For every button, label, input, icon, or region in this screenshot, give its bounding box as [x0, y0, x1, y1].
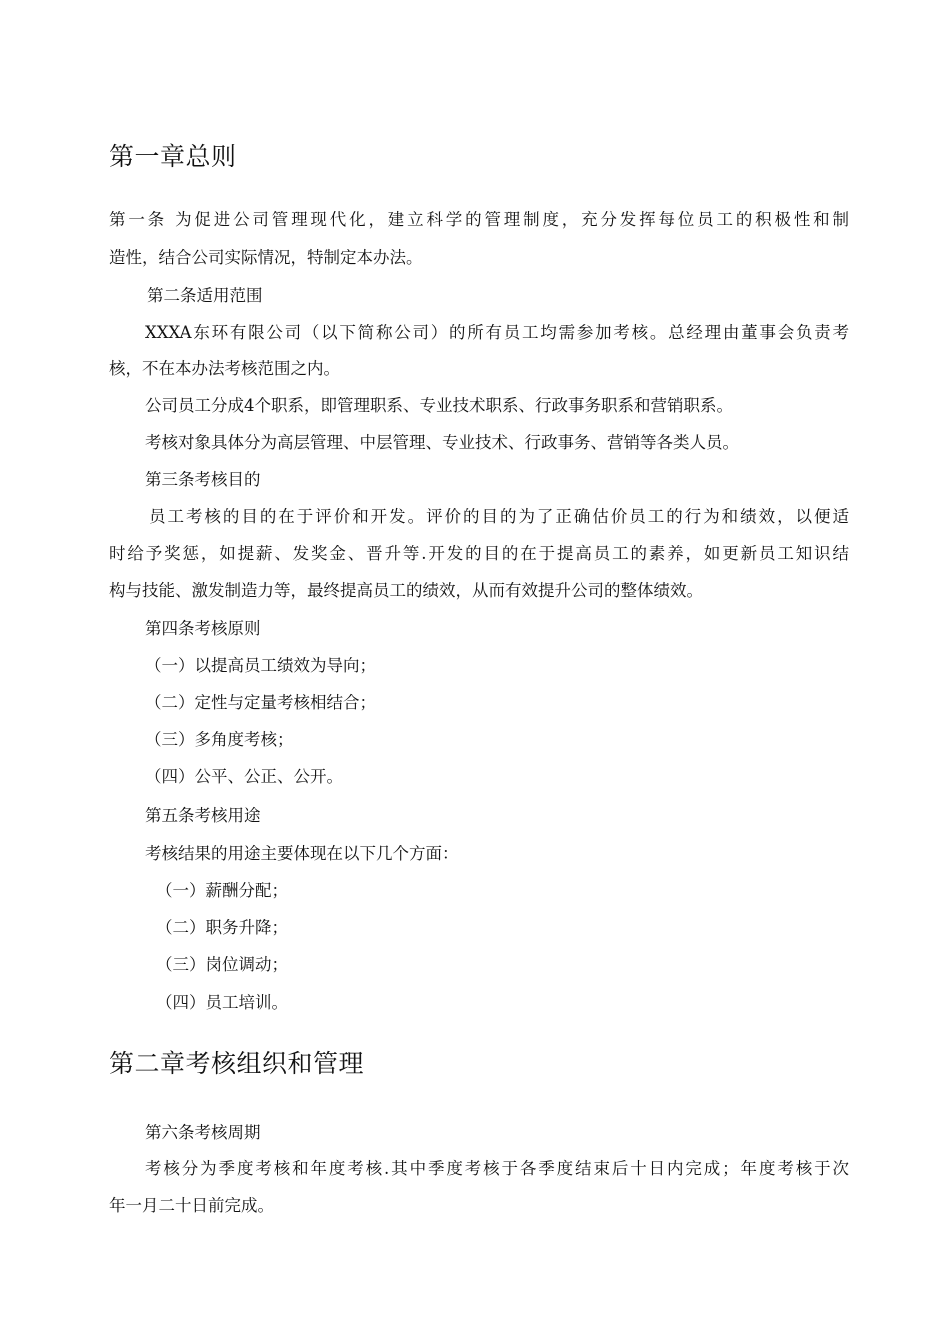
- article-3-line-2: 时给予奖惩，如提薪、发奖金、晋升等.开发的目的在于提高员工的素养，如更新员工知识结: [109, 544, 849, 563]
- article-3-title: 第三条考核目的: [145, 470, 261, 489]
- article-4-item: （四）公平、公正、公开。: [145, 767, 343, 786]
- chapter-2-title: 第二章考核组织和管理: [109, 1049, 365, 1078]
- article-5-intro: 考核结果的用途主要体现在以下几个方面：: [145, 844, 459, 863]
- article-5-item: （一）薪酬分配；: [156, 881, 288, 900]
- article-2-para-3: 考核对象具体分为高层管理、中层管理、专业技术、行政事务、营销等各类人员。: [145, 433, 739, 452]
- article-1-line-2: 造性，结合公司实际情况，特制定本办法。: [109, 248, 423, 267]
- article-2-para-2: 公司员工分成4个职系，即管理职系、专业技术职系、行政事务职系和营销职系。: [145, 396, 733, 415]
- article-6-line-1: 考核分为季度考核和年度考核.其中季度考核于各季度结束后十日内完成；年度考核于次: [145, 1159, 849, 1178]
- article-5-item: （三）岗位调动；: [156, 955, 288, 974]
- article-3-line-1: 员工考核的目的在于评价和开发。评价的目的为了正确估价员工的行为和绩效，以便适: [149, 507, 849, 526]
- article-2-para-1-line-1: XXXA东环有限公司（以下简称公司）的所有员工均需参加考核。总经理由董事会负责考: [145, 323, 849, 342]
- article-4-item: （三）多角度考核；: [145, 730, 294, 749]
- article-6-title: 第六条考核周期: [145, 1123, 261, 1142]
- article-2-title: 第二条适用范围: [147, 286, 263, 305]
- article-4-item: （一）以提高员工绩效为导向；: [145, 656, 376, 675]
- article-4-item: （二）定性与定量考核相结合；: [145, 693, 376, 712]
- article-5-item: （四）员工培训。: [156, 993, 288, 1012]
- article-4-title: 第四条考核原则: [145, 619, 261, 638]
- article-1-line-1: 第一条 为促进公司管理现代化，建立科学的管理制度，充分发挥每位员工的积极性和制: [109, 210, 849, 229]
- chapter-1-title: 第一章总则: [109, 142, 237, 171]
- article-5-title: 第五条考核用途: [145, 806, 261, 825]
- article-2-para-1-line-2: 核，不在本办法考核范围之内。: [109, 359, 340, 378]
- article-6-line-2: 年一月二十日前完成。: [109, 1196, 274, 1215]
- article-3-line-3: 构与技能、激发制造力等，最终提高员工的绩效，从而有效提升公司的整体绩效。: [109, 581, 703, 600]
- article-5-item: （二）职务升降；: [156, 918, 288, 937]
